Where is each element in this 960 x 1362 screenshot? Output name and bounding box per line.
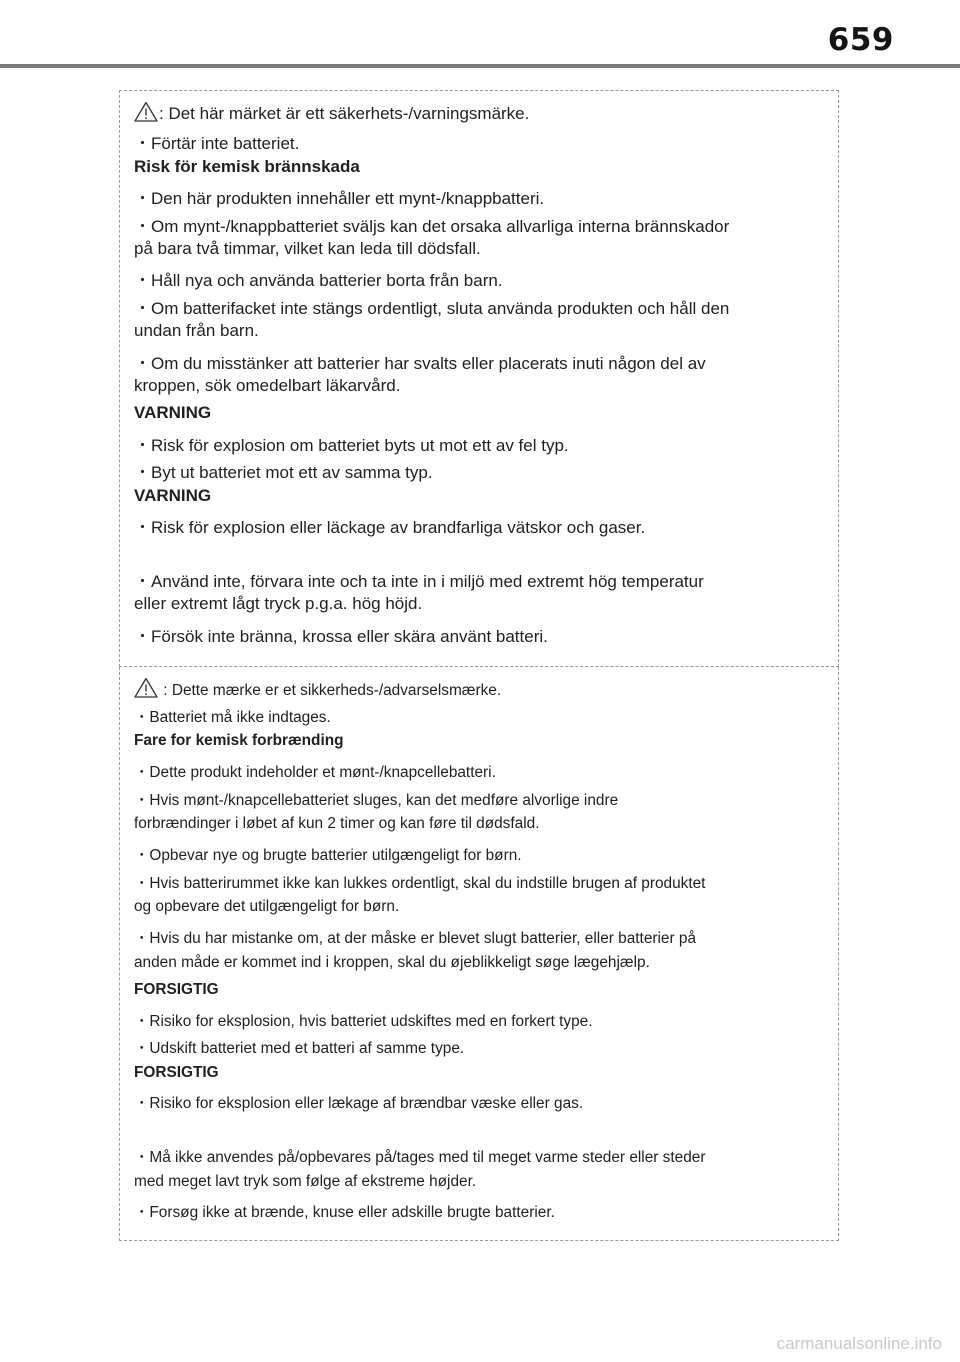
line-text: ・Risiko for eksplosion, hvis batteriet udskiftes med en forkert type. (134, 1013, 593, 1030)
line-text: ・Risiko for eksplosion eller lækage af brændbar væske eller gas. (134, 1095, 584, 1112)
watermark: carmanualsonline.info (776, 1334, 942, 1353)
line-text: ・Håll nya och använda batterier borta från barn. (134, 271, 503, 290)
text-line (134, 871, 818, 893)
swedish-warning-box (119, 90, 839, 667)
line-text: ・Om du misstänker att batterier har svalts eller placerats inuti någon del av (134, 354, 706, 373)
text-line (134, 1200, 818, 1222)
line-text: og opbevare det utilgængeligt for børn. (134, 898, 400, 915)
text-line (134, 184, 818, 209)
text-line (134, 898, 818, 916)
line-text: forbrændinger i løbet af kun 2 timer og kan føre til dødsfald. (134, 815, 540, 832)
text-line (134, 815, 818, 833)
text-line (134, 1091, 818, 1113)
section-heading (134, 981, 818, 999)
text-line (134, 594, 818, 614)
text-line (134, 1036, 818, 1058)
line-text: ・Opbevar nye og brugte batterier utilgængeligt for børn. (134, 847, 522, 864)
text-line (134, 349, 818, 374)
line-text: ・Den här produkten innehåller ett mynt-/knappbatteri. (134, 189, 545, 208)
section-heading (134, 403, 818, 423)
line-text: ・Risk för explosion eller läckage av brandfarliga vätskor och gaser. (134, 518, 646, 537)
text-line (134, 926, 818, 948)
text-line (134, 760, 818, 782)
text-line (134, 1173, 818, 1191)
line-text: ・Risk för explosion om batteriet byts ut mot ett av fel typ. (134, 436, 569, 455)
line-text: undan från barn. (134, 321, 259, 340)
text-line (134, 705, 818, 727)
line-text: VARNING (134, 486, 212, 505)
warning-triangle-icon (134, 677, 158, 698)
text-line (134, 1145, 818, 1167)
text-line (134, 294, 818, 319)
text-line (134, 376, 818, 396)
danish-warning-box (119, 667, 839, 1241)
symbol-legend (134, 101, 818, 124)
line-text: : Det här märket är ett säkerhets-/varningsmärke. (159, 104, 530, 123)
page-number: 659 (827, 22, 894, 58)
line-text: VARNING (134, 403, 212, 422)
section-heading (134, 1064, 818, 1082)
line-text: : Dette mærke er et sikkerheds-/advarselsmærke. (159, 682, 502, 699)
line-text: på bara två timmar, vilket kan leda till dödsfall. (134, 239, 481, 258)
line-text: ・Forsøg ikke at brænde, knuse eller adskille brugte batterier. (134, 1204, 555, 1221)
line-text: ・Hvis mønt-/knapcellebatteriet sluges, kan det medføre alvorlige indre (134, 792, 619, 809)
line-text: anden måde er kommet ind i kroppen, skal du øjeblikkeligt søge lægehjælp. (134, 954, 650, 971)
symbol-legend (134, 677, 818, 700)
text-line (134, 954, 818, 972)
text-line (134, 129, 818, 154)
text-line (134, 1009, 818, 1031)
text-line (134, 431, 818, 456)
section-heading (134, 486, 818, 506)
text-line (134, 321, 818, 341)
line-text: FORSIGTIG (134, 1064, 219, 1081)
text-line (134, 239, 818, 259)
line-text: kroppen, sök omedelbart läkarvård. (134, 376, 401, 395)
line-text: FORSIGTIG (134, 981, 219, 998)
text-line (134, 622, 818, 647)
line-text: ・Förtär inte batteriet. (134, 134, 300, 153)
line-text: ・Om batterifacket inte stängs ordentligt, sluta använda produkten och håll den (134, 299, 730, 318)
line-text: ・Udskift batteriet med et batteri af samme type. (134, 1040, 465, 1057)
line-text: ・Använd inte, förvara inte och ta inte in i miljö med extremt hög temperatur (134, 572, 704, 591)
line-text: Risk för kemisk brännskada (134, 157, 360, 176)
header-rule (0, 64, 960, 68)
line-text: ・Hvis batterirummet ikke kan lukkes ordentligt, skal du indstille brugen af produktet (134, 875, 706, 892)
section-heading (134, 157, 818, 177)
text-line (134, 212, 818, 237)
text-line (134, 843, 818, 865)
line-text: ・Byt ut batteriet mot ett av samma typ. (134, 463, 433, 482)
section-heading (134, 732, 818, 750)
text-line (134, 513, 818, 538)
text-line (134, 567, 818, 592)
text-line (134, 788, 818, 810)
text-line (134, 266, 818, 291)
warning-triangle-icon (134, 101, 158, 122)
text-line (134, 458, 818, 483)
line-text: ・Batteriet må ikke indtages. (134, 709, 331, 726)
line-text: Fare for kemisk forbrænding (134, 732, 344, 749)
line-text: eller extremt lågt tryck p.g.a. hög höjd. (134, 594, 423, 613)
line-text: ・Försök inte bränna, krossa eller skära använt batteri. (134, 627, 548, 646)
line-text: ・Dette produkt indeholder et mønt-/knapcellebatteri. (134, 764, 496, 781)
line-text: ・Hvis du har mistanke om, at der måske er blevet slugt batterier, eller batterier på (134, 930, 697, 947)
line-text: ・Om mynt-/knappbatteriet sväljs kan det orsaka allvarliga interna brännskador (134, 217, 730, 236)
line-text: ・Må ikke anvendes på/opbevares på/tages med til meget varme steder eller steder (134, 1149, 706, 1166)
line-text: med meget lavt tryk som følge af ekstreme højder. (134, 1173, 477, 1190)
